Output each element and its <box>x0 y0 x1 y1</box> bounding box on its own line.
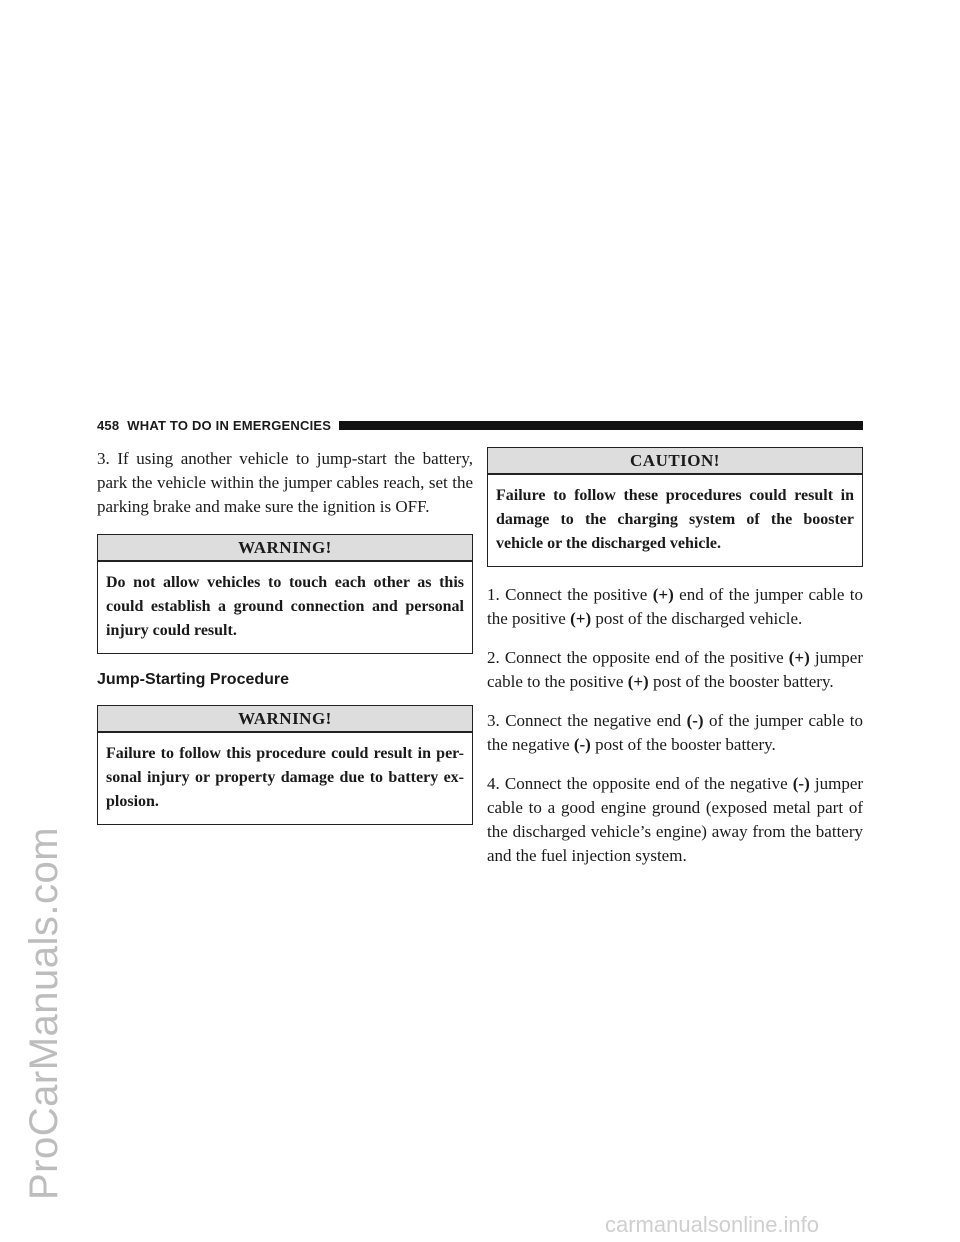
positive-symbol: (+) <box>652 585 674 604</box>
negative-symbol: (-) <box>792 774 810 793</box>
step-1-connect-positive <box>487 583 863 631</box>
step-text: jumper cable to the positive <box>487 648 864 691</box>
page-header <box>97 417 863 433</box>
warning-box-procedure <box>97 705 473 825</box>
positive-symbol: (+) <box>788 648 810 667</box>
negative-symbol: (-) <box>686 711 704 730</box>
right-column <box>487 447 863 883</box>
warning-title: WARNING! <box>98 535 472 562</box>
bottom-watermark: carmanualsonline.info <box>605 1212 820 1237</box>
step-text: end of the jumper cable to the positive <box>487 585 864 628</box>
caution-text: Failure to follow these procedures could result in damage to the charging system of the booster vehicle or the discharged vehicle. <box>496 487 854 552</box>
warning-title: WARNING! <box>98 706 472 733</box>
page-number: 458 <box>97 417 120 433</box>
step-text: 2. Connect the opposite end of the positive <box>487 648 784 667</box>
side-watermark: ProCarManuals.com <box>22 826 66 1200</box>
step-text: post of the booster battery. <box>652 672 834 691</box>
warning-text: Failure to follow this procedure could result in per- sonal injury or property damage due to battery ex- plosion. <box>106 745 464 810</box>
warning-box-vehicles-touch <box>97 534 473 654</box>
left-column <box>97 447 473 841</box>
step-text: jumper cable to a good engine ground (exposed metal part of the discharged vehicle’s engine) away from the battery and the fuel injection system. <box>487 774 864 865</box>
positive-symbol: (+) <box>570 609 592 628</box>
step-text: post of the booster battery. <box>595 735 776 754</box>
step-4-engine-ground <box>487 772 863 868</box>
caution-title: CAUTION! <box>488 448 862 475</box>
step-3-connect-negative <box>487 709 863 757</box>
section-title: WHAT TO DO IN EMERGENCIES <box>127 417 332 433</box>
step-text: of the jumper cable to the negative <box>487 711 863 754</box>
step-text: post of the discharged vehicle. <box>595 609 803 628</box>
step-3-park-vehicle: 3. If using another vehicle to jump-start the battery, park the vehicle within the jumper cables reach, set the parking brake and make sure the ignition is OFF. <box>97 449 473 516</box>
negative-symbol: (-) <box>573 735 591 754</box>
step-text: 4. Connect the opposite end of the negative <box>487 774 788 793</box>
step-text: 3. Connect the negative end <box>487 711 682 730</box>
step-text: 1. Connect the positive <box>487 585 648 604</box>
jump-starting-heading: Jump-Starting Procedure <box>97 671 290 688</box>
caution-box <box>487 447 863 567</box>
header-rule <box>339 421 863 430</box>
step-2-connect-positive-booster <box>487 646 863 694</box>
warning-text: Do not allow vehicles to touch each other as this could establish a ground connection and personal injury could result. <box>106 574 464 639</box>
positive-symbol: (+) <box>627 672 649 691</box>
